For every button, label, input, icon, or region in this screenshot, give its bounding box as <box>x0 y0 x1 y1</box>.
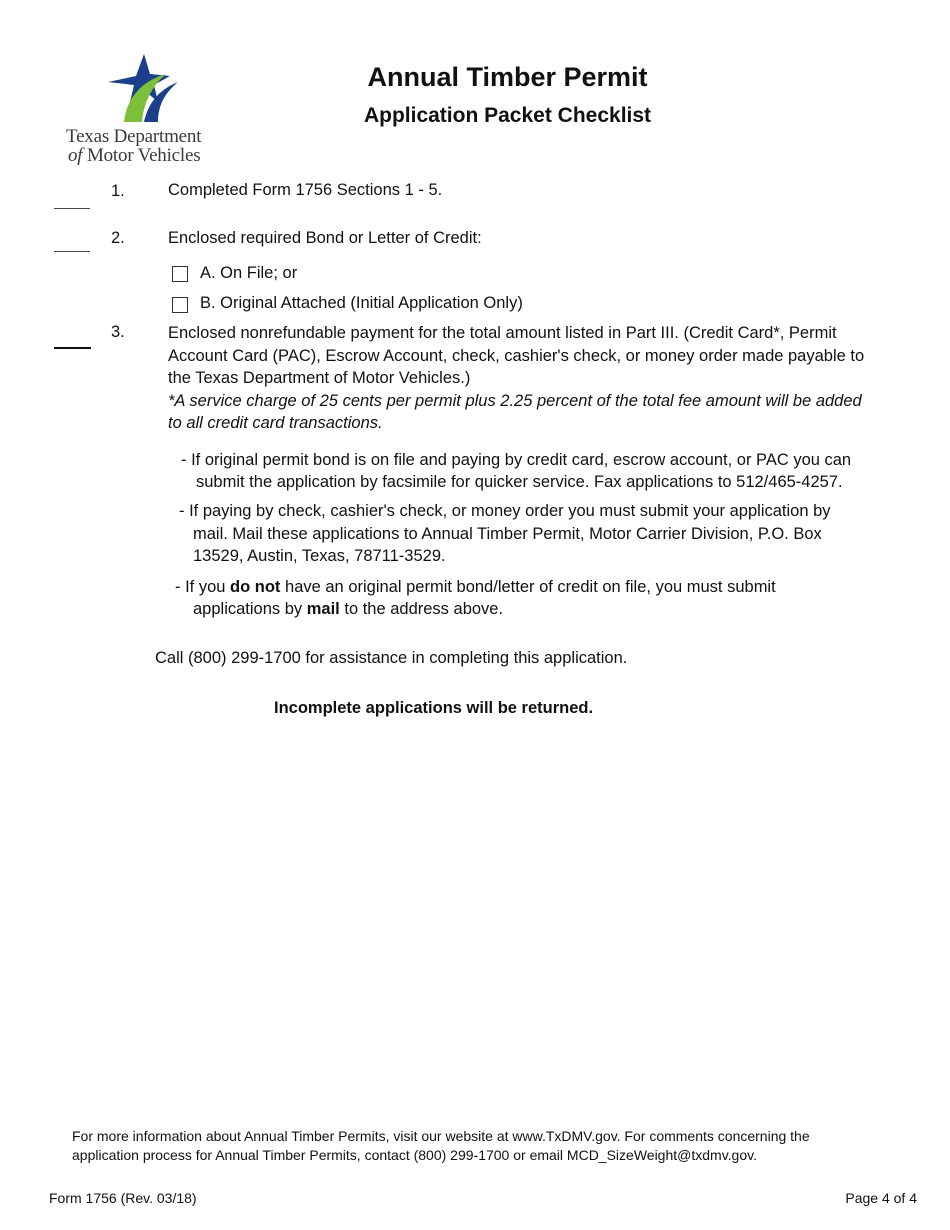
logo-text-line1: Texas Department <box>66 126 202 147</box>
star-logo-icon <box>104 52 184 124</box>
incomplete-warning: Incomplete applications will be returned. <box>274 699 594 717</box>
page-title: Annual Timber Permit <box>367 62 648 92</box>
item2-text: Enclosed required Bond or Letter of Credit: <box>168 229 482 247</box>
bullet-no-bond-pre: - If you <box>175 578 231 596</box>
bullet-fax-line1: - If original permit bond is on file and paying by credit card, escrow account, or PAC you can <box>181 451 852 469</box>
assistance-text: Call (800) 299-1700 for assistance in completing this application. <box>155 649 628 667</box>
logo-text-line2 <box>68 145 200 167</box>
item3-line1: Enclosed nonrefundable payment for the total amount listed in Part III. (Credit Card*, Permit <box>168 324 837 342</box>
item3-text <box>168 322 908 435</box>
logo-text-rest: Motor Vehicles <box>82 145 201 166</box>
item1-text: Completed Form 1756 Sections 1 - 5. <box>168 181 443 199</box>
footer-info-line2: application process for Annual Timber Permits, contact (800) 299-1700 or email MCD_SizeWeight@txdmv.gov. <box>72 1147 757 1163</box>
original-attached-checkbox[interactable] <box>172 297 188 313</box>
bullet-no-bond-line2-pre: applications by <box>193 600 307 618</box>
item2-number: 2. <box>111 229 125 247</box>
bullet-fax-line2: submit the application by facsimile for quicker service. Fax applications to 512/465-4257. <box>196 473 843 491</box>
original-attached-label: B. Original Attached (Initial Application Only) <box>200 294 523 312</box>
bullet-mail-line3: 13529, Austin, Texas, 78711-3529. <box>193 547 446 565</box>
bullet-mail-line2: mail. Mail these applications to Annual Timber Permit, Motor Carrier Division, P.O. Box <box>193 525 822 543</box>
page-subtitle: Application Packet Checklist <box>363 104 652 127</box>
item1-number: 1. <box>111 182 125 200</box>
item2-check-blank[interactable] <box>54 251 90 252</box>
item1-check-blank[interactable] <box>54 208 90 209</box>
logo-text-of: of <box>68 145 83 166</box>
footer-info-line1: For more information about Annual Timber Permits, visit our website at www.TxDMV.gov. For comments concerning the <box>72 1128 810 1144</box>
bullet-no-bond-line2-post: to the address above. <box>339 600 504 618</box>
bullet-no-bond-line2 <box>193 598 503 621</box>
bullet-no-bond-line1 <box>175 576 776 599</box>
item3-line3: the Texas Department of Motor Vehicles.) <box>168 369 471 387</box>
bullet-no-bond-line2-bold: mail <box>306 600 340 618</box>
item3-check-blank[interactable] <box>54 347 91 349</box>
page-number: Page 4 of 4 <box>845 1190 917 1206</box>
form-id: Form 1756 (Rev. 03/18) <box>49 1190 197 1206</box>
item3-note-line2: to all credit card transactions. <box>168 414 383 432</box>
on-file-label: A. On File; or <box>200 264 298 282</box>
footer-info <box>72 1127 872 1165</box>
on-file-checkbox[interactable] <box>172 266 188 282</box>
bullet-no-bond-post: have an original permit bond/letter of credit on file, you must submit <box>280 578 776 596</box>
bullet-mail-line1: - If paying by check, cashier's check, or money order you must submit your application by <box>179 502 831 520</box>
item3-line2: Account Card (PAC), Escrow Account, check, cashier's check, or money order made payable to <box>168 346 865 365</box>
item3-number: 3. <box>111 323 125 341</box>
item3-note-line1: *A service charge of 25 cents per permit plus 2.25 percent of the total fee amount will be added <box>168 391 862 410</box>
txdmv-logo <box>58 52 228 167</box>
bullet-no-bond-bold: do not <box>230 578 281 596</box>
